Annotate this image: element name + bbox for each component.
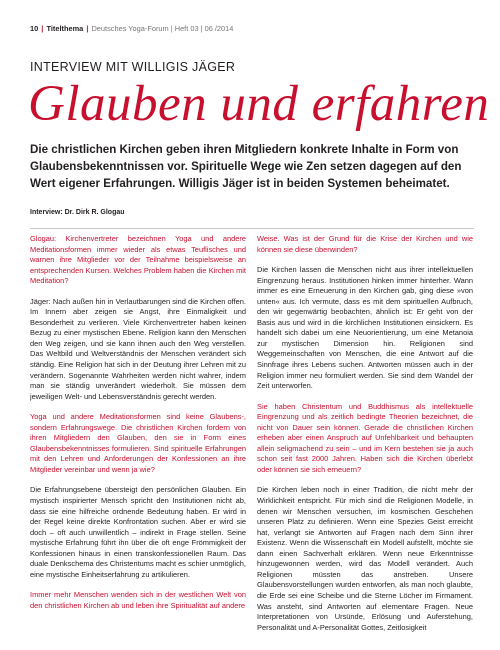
interview-answer: Jäger: Nach außen hin in Verlautbarungen sind die Kirchen offen. Im Innern aber zeigen sie Angst, ihre Einmaligkeit und Besonderheit zu verlieren. Viele Kirchenvertreter haben keinen Bezug zu einer mystischen Ebene. Religion kann den Menschen den Weg zeigen, und sie kann ihnen auch den Weg verstellen. Das Weltbild und Weltverständnis der Menschen verändert sich ständig. Eine Religion hat sich in der Deutung ihrer Lehren mit zu verändern. Sogenannte Wahrheiten werden nicht wahrer, indem man sie ständig unverändert wiederholt. Sie müssen dem jeweiligen Welt- und Lebensverständnis gerecht werden. xyxy=(30,296,246,401)
article-title: Glauben und erfahren xyxy=(28,76,490,132)
article-lead: Die christlichen Kirchen geben ihren Mitgliedern konkrete Inhalte in Form von Glaubensbekenntnissen vor. Spirituelle Wege wie Zen setzen dagegen auf den Wert eigener Erfahrungen. Willigis Jäger ist in beiden Systemen beheimatet. xyxy=(30,143,462,190)
section-name: Titelthema xyxy=(46,24,84,33)
interview-question: Yoga und andere Meditationsformen sind keine Glaubens-, sondern Erfahrungswege. Die christlichen Kirchen fordern von ihren Mitgliedern den Glauben, den sie in Form eines Glaubensbekenntnisses formulieren. Sind spirituelle Erfahrungen mit den Lehren und Anforderungen der Konfessionen an ihre Mitglieder vereinbar und wenn ja wie? xyxy=(30,412,246,474)
header-separator-2: | xyxy=(86,24,89,33)
right-text-column xyxy=(257,234,473,644)
interview-answer: Die Kirchen leben noch in einer Tradition, die nicht mehr der Wirklichkeit entspricht. Für mich sind die Religionen Modelle, in denen wir Menschen versuchen, im kosmischen Geschehen unseren Platz zu definieren. Wenn eine Spezies Geist erreicht hat, verlangt sie Antworten auf Fragen nach dem Sinn ihrer Existenz. Wenn die Wissenschaft ein Modell aufstellt, möchte sie dann einen Sachverhalt erklären. Wenn neue Erkenntnisse hinzugewonnen werden, wird das Modell verändert. Auch Religionen müssten das anstreben. Unsere Glaubensvorstellungen wurden entworfen, als man noch glaubte, die Erde sei eine Scheibe und die Sterne Löcher im Firmament. Was ansteht, sind Antworten auf elementare Fragen. Neue Interpretationen von Ursünde, Erlösung und Auferstehung, Personalität und A-Personalität Gottes, Zeitlosigkeit xyxy=(257,485,473,632)
interview-question: Weise. Was ist der Grund für die Krise der Kirchen und wie können sie diese überwinden? xyxy=(257,234,473,254)
interview-answer: Die Kirchen lassen die Menschen nicht aus ihrer intellektuellen Eingrenzung heraus. Institutionen hinken immer hinterher. Wann immer es eine Erneuerung in den Kirchen gab, ging diese »von unten« aus. Ich vermute, dass es mit dem spirituellen Aufbruch, den wir gegenwärtig beobachten, ähnlich ist: Er geht von der Basis aus und wird in die kirchlichen Institutionen einsickern. Es handelt sich dabei um eine Neuorientierung, um eine Metanoia zur mystischen Dimension hin. Religionen sind Weggemeinschaften von Menschen, die eine Antwort auf die Sinnfrage ihres Lebens suchen. Antworten müssen auch in der Religion immer neu formuliert werden. Sie sind dem Wandel der Zeit unterworfen. xyxy=(257,265,473,391)
article-byline: Interview: Dr. Dirk R. Glogau xyxy=(30,209,125,216)
article-kicker: INTERVIEW MIT WILLIGIS JÄGER xyxy=(30,60,236,74)
divider xyxy=(30,228,474,229)
page-number: 10 xyxy=(30,24,39,33)
interview-answer: Die Erfahrungsebene übersteigt den persönlichen Glauben. Ein mystisch inspirierter Mensch spricht den Institutionen nicht ab, dass sie eine hilfreiche ordnende Bedeutung haben. Er wird in der Regel keine direkte Konfrontation suchen. Aber er wird sie doch – oft auch unwillentlich – indirekt in Frage stellen. Seine mystische Erfahrung führt ihn über die oft enge Frömmigkeit der Konfessionen hinaus in einen transkonfessionellen Raum. Das duale Denkschema des Christentums macht es schier unmöglich, eine mystische Einheitserfahrung zu artikulieren. xyxy=(30,485,246,579)
interview-question: Immer mehr Menschen wenden sich in der westlichen Welt von den christlichen Kirchen ab und leben ihre Spiritualität auf andere xyxy=(30,590,246,610)
interview-question: Sie haben Christentum und Buddhismus als intellektuelle Eingrenzung und als zeitlich bedingte Theorien bezeichnet, die nicht von Dauer sein können. Gerade die christlichen Kirchen erheben aber einen Anspruch auf Unfehlbarkeit und behaupten allein seligmachend zu sein – und im Kern bestehen sie ja auch schon seit fast 2000 Jahren. Haben sich die Kirchen überlebt oder können sie sich erneuern? xyxy=(257,401,473,474)
left-text-column xyxy=(30,234,246,644)
interview-question: Glogau: Kirchenvertreter bezeichnen Yoga und andere Meditationsformen immer wieder als etwas Teuflisches und warnen ihre Mitglieder vor der Teilnahme beispielsweise an entsprechenden Kursen. Welches Problem haben die Kirchen mit Meditation? xyxy=(30,234,246,286)
running-header xyxy=(30,24,233,33)
header-separator: | xyxy=(41,24,44,33)
journal-info: Deutsches Yoga-Forum | Heft 03 | 06 /2014 xyxy=(91,24,234,33)
